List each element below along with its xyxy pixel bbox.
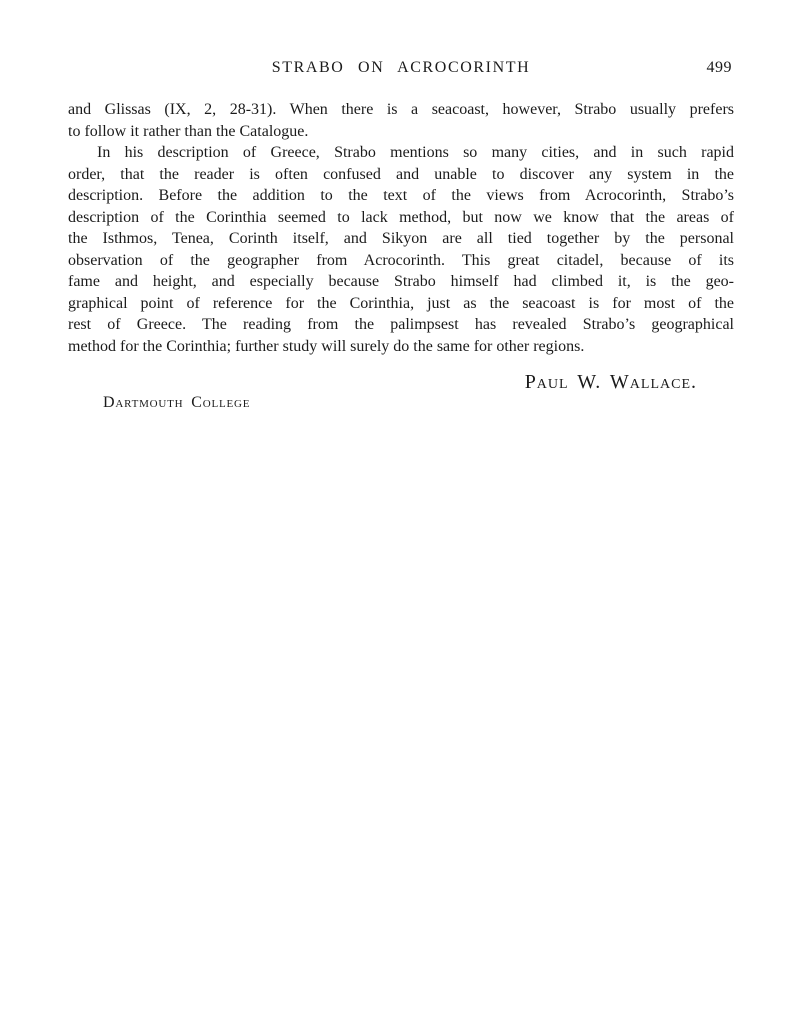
author-signature: Paul W. Wallace. bbox=[524, 371, 697, 393]
text-line: In his description of Greece, Strabo mentions so many cities, and in such rapid bbox=[97, 144, 734, 161]
text-line: rest of Greece. The reading from the palimpsest has revealed Strabo’s geographical bbox=[68, 316, 734, 333]
page-number: 499 bbox=[706, 59, 732, 76]
running-header-title: STRABO ON ACROCORINTH bbox=[271, 59, 531, 76]
text-line: description. Before the addition to the text of the views from Acrocorinth, Strabo’s bbox=[68, 187, 734, 204]
text-line: observation of the geographer from Acrocorinth. This great citadel, because of its bbox=[68, 251, 734, 269]
article-body bbox=[68, 99, 734, 357]
paragraph bbox=[68, 142, 734, 357]
text-line: method for the Corinthia; further study will surely do the same for other regions. bbox=[68, 337, 585, 355]
text-line: to follow it rather than the Catalogue. bbox=[68, 122, 309, 140]
text-line: the Isthmos, Tenea, Corinth itself, and Sikyon are all tied together by the personal bbox=[68, 230, 734, 247]
running-header bbox=[68, 59, 734, 77]
text-line: graphical point of reference for the Corinthia, just as the seacoast is for most of the bbox=[68, 294, 734, 312]
text-line: fame and height, and especially because Strabo himself had climbed it, is the geo- bbox=[68, 273, 734, 290]
text-line: and Glissas (IX, 2, 28-31). When there is a seacoast, however, Strabo usually prefers bbox=[68, 101, 734, 118]
text-line: order, that the reader is often confused and unable to discover any system in the bbox=[68, 165, 734, 183]
paragraph bbox=[68, 99, 734, 142]
text-line: description of the Corinthia seemed to lack method, but now we know that the areas of bbox=[68, 208, 734, 226]
author-affiliation: Dartmouth College bbox=[103, 394, 251, 411]
